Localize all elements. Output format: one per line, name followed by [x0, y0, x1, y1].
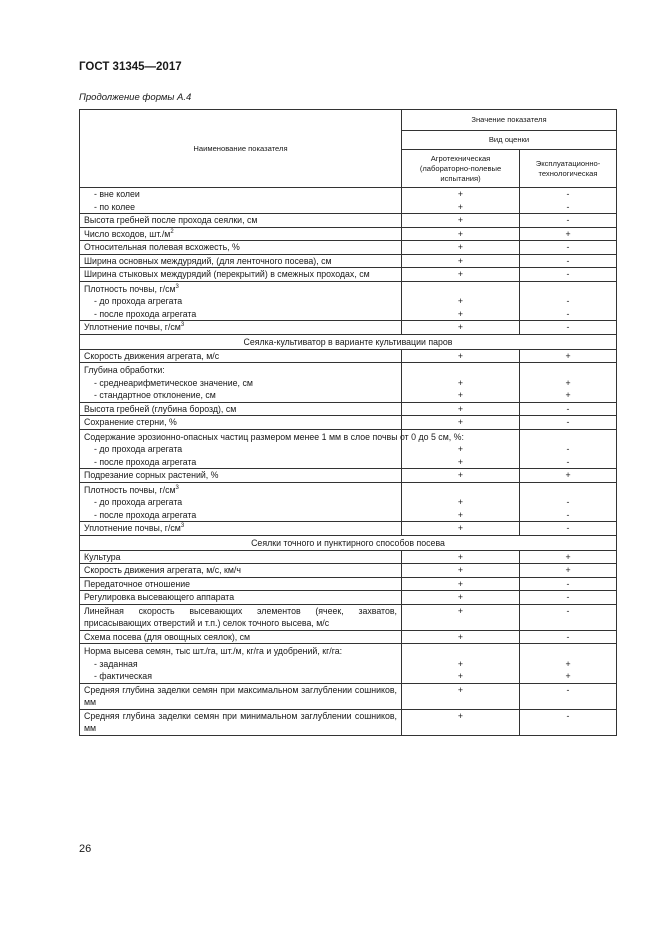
- value-mark: [524, 431, 612, 444]
- agro-value-cell: [402, 363, 520, 403]
- table-row: [80, 241, 617, 255]
- value-mark: [524, 283, 612, 296]
- value-mark: +: [457, 565, 464, 575]
- value-mark: +: [457, 578, 464, 589]
- indicator-text: - до прохода агрегата: [94, 444, 183, 454]
- agro-value-cell: [402, 469, 520, 483]
- agro-value-cell: [402, 550, 520, 564]
- value-mark: +: [457, 390, 464, 400]
- indicator-text: Число всходов, $шт./м^2$: [84, 228, 174, 239]
- value-mark: +: [565, 350, 571, 361]
- expl-value-cell: [520, 214, 617, 228]
- agro-value-cell: [402, 482, 520, 522]
- indicator-text: - до прохода агрегата: [94, 497, 183, 507]
- indicator-name-cell: [80, 254, 402, 268]
- value-mark: +: [457, 551, 464, 562]
- value-mark: +: [457, 189, 464, 199]
- value-mark: -: [566, 189, 570, 199]
- value-mark: [524, 364, 612, 377]
- indicator-text: - по колее: [94, 201, 136, 212]
- value-mark: +: [457, 444, 464, 454]
- value-mark: +: [457, 605, 464, 616]
- agro-value-cell: [402, 281, 520, 321]
- expl-value-cell: [520, 564, 617, 578]
- col-header-expl: Эксплуатационно-технологическая: [520, 150, 617, 188]
- indicator-name-cell: [80, 577, 402, 591]
- expl-value-cell: [520, 683, 617, 709]
- page-number: 26: [79, 843, 92, 855]
- indicator-name-cell: [80, 214, 402, 228]
- agro-value-cell: [402, 709, 520, 735]
- value-mark: +: [457, 377, 464, 388]
- indicator-text: Скорость движения агрегата, м/с: [84, 350, 220, 361]
- indicator-text: Норма высева семян, тыс шт./га, шт./м, кг/га и удобрений, кг/га:: [84, 646, 343, 656]
- table-row: [80, 522, 617, 536]
- value-mark: -: [566, 684, 570, 695]
- indicator-text: Средняя глубина заделки семян при максимальном заглублении сошников, мм: [84, 684, 397, 707]
- indicator-text: Средняя глубина заделки семян при минимальном заглублении сошников, мм: [84, 710, 397, 733]
- expl-value-cell: [520, 254, 617, 268]
- value-mark: -: [566, 242, 570, 252]
- value-mark: [406, 364, 515, 377]
- agro-value-cell: [402, 630, 520, 644]
- value-mark: -: [566, 444, 570, 454]
- value-mark: +: [457, 308, 464, 319]
- table-row: [80, 214, 617, 228]
- indicator-name-cell: [80, 227, 402, 241]
- indicator-name-cell: [80, 604, 402, 630]
- table-row: [80, 683, 617, 709]
- value-mark: [406, 484, 515, 497]
- indicator-text: Регулировка высевающего аппарата: [84, 592, 235, 602]
- value-mark: -: [566, 456, 570, 467]
- table-row: [80, 550, 617, 564]
- value-mark: -: [566, 509, 570, 520]
- value-mark: +: [565, 658, 571, 669]
- indicator-text: Содержание эрозионно-опасных частиц размером менее 1 мм в слое почвы от 0 до 5 см, %:: [84, 431, 464, 442]
- indicator-name-cell: [80, 644, 402, 684]
- expl-value-cell: [520, 591, 617, 605]
- section-label: Сеялка-культиватор в варианте культивации паров: [80, 334, 617, 349]
- table-row: [80, 591, 617, 605]
- indicator-name-cell: [80, 429, 464, 469]
- expl-value-cell: [520, 709, 617, 735]
- value-mark: +: [565, 671, 571, 681]
- expl-value-cell: [520, 268, 617, 282]
- table-row: [80, 564, 617, 578]
- table-row: [80, 644, 617, 684]
- value-mark: -: [566, 523, 570, 533]
- value-mark: [524, 645, 612, 658]
- value-mark: +: [457, 201, 464, 212]
- expl-value-cell: [520, 402, 617, 416]
- value-mark: -: [566, 201, 570, 212]
- expl-value-cell: [520, 241, 617, 255]
- value-mark: -: [566, 403, 570, 414]
- agro-value-cell: [402, 683, 520, 709]
- indicator-text: Плотность почвы, $г/см^3$: [84, 484, 179, 495]
- expl-value-cell: [520, 227, 617, 241]
- unit-superscript: 2: [170, 228, 174, 235]
- indicator-name-cell: [80, 630, 402, 644]
- value-mark: -: [566, 592, 570, 602]
- col-header-name: Наименование показателя: [80, 110, 402, 188]
- agro-value-cell: [402, 241, 520, 255]
- indicator-name-cell: [80, 188, 402, 214]
- table-row: [80, 321, 617, 335]
- table-row: [80, 349, 617, 363]
- expl-value-cell: [520, 644, 617, 684]
- value-mark: +: [565, 377, 571, 388]
- indicator-text: Подрезание сорных растений, %: [84, 470, 219, 480]
- agro-value-cell: [402, 268, 520, 282]
- value-mark: -: [566, 710, 570, 721]
- table-row: [80, 469, 617, 483]
- expl-value-cell: [520, 321, 617, 335]
- indicator-text: Передаточное отношение: [84, 578, 191, 589]
- value-mark: -: [566, 322, 570, 332]
- agro-value-cell: [402, 564, 520, 578]
- value-mark: -: [566, 578, 570, 589]
- value-mark: +: [565, 565, 571, 575]
- col-header-value-group: Значение показателя: [402, 110, 617, 131]
- indicator-text: - вне колеи: [94, 189, 140, 199]
- indicator-text: Культура: [84, 551, 121, 562]
- value-mark: +: [457, 215, 464, 225]
- indicator-text: - после прохода агрегата: [94, 456, 197, 467]
- value-mark: +: [457, 350, 464, 361]
- value-mark: +: [457, 710, 464, 721]
- indicator-text: - фактическая: [94, 671, 152, 681]
- indicator-text: - среднеарифметическое значение, см: [94, 377, 253, 388]
- agro-value-cell: [402, 349, 520, 363]
- unit-superscript: 3: [175, 283, 179, 290]
- indicator-text: Высота гребней (глубина борозд), см: [84, 403, 237, 414]
- indicator-text: Глубина обработки:: [84, 365, 165, 375]
- value-mark: +: [457, 456, 464, 467]
- value-mark: +: [457, 296, 464, 306]
- indicator-text: Линейная скорость высевающих элементов (ячеек, захватов, присасывающих отверстий и т.п.) селок точного высева, м/с: [84, 605, 397, 628]
- table-row: [80, 416, 617, 430]
- value-mark: -: [566, 417, 570, 427]
- table-row: [80, 709, 617, 735]
- indicator-text: - после прохода агрегата: [94, 509, 197, 520]
- value-mark: +: [457, 592, 464, 602]
- value-mark: +: [565, 228, 571, 239]
- value-mark: +: [457, 631, 464, 642]
- table-row: [80, 281, 617, 321]
- value-mark: +: [457, 403, 464, 414]
- table-row: [80, 188, 617, 214]
- col-header-agro: Агротехническая (лабораторно-полевые испытания): [402, 150, 520, 188]
- indicator-text: - заданная: [94, 658, 138, 669]
- value-mark: -: [566, 631, 570, 642]
- agro-value-cell: [402, 644, 520, 684]
- indicator-name-cell: [80, 402, 402, 416]
- indicator-text: Плотность почвы, $г/см^3$: [84, 283, 179, 294]
- expl-value-cell: [520, 482, 617, 522]
- expl-value-cell: [520, 281, 617, 321]
- value-mark: -: [566, 255, 570, 266]
- agro-value-cell: [402, 402, 520, 416]
- indicator-text: Относительная полевая всхожесть, %: [84, 242, 240, 252]
- indicator-text: Схема посева (для овощных сеялок), см: [84, 631, 251, 642]
- indicator-text: - стандартное отклонение, см: [94, 390, 216, 400]
- indicator-table: [79, 109, 617, 736]
- unit-superscript: 3: [180, 322, 185, 329]
- indicator-name-cell: [80, 522, 402, 536]
- indicator-name-cell: [80, 321, 402, 335]
- expl-value-cell: [520, 469, 617, 483]
- form-caption: Продолжение формы А.4: [79, 92, 192, 103]
- value-mark: +: [565, 551, 571, 562]
- value-mark: +: [457, 242, 464, 252]
- table-row: [80, 254, 617, 268]
- expl-value-cell: [520, 349, 617, 363]
- value-mark: -: [566, 605, 570, 616]
- value-mark: +: [457, 470, 464, 480]
- section-label: Сеялки точного и пунктирного способов посева: [80, 535, 617, 550]
- value-mark: +: [457, 497, 464, 507]
- expl-value-cell: [520, 188, 617, 214]
- indicator-text: Скорость движения агрегата, м/с, км/ч: [84, 565, 241, 575]
- expl-value-cell: [520, 522, 617, 536]
- unit-superscript: 3: [180, 523, 185, 530]
- agro-value-cell: [402, 214, 520, 228]
- indicator-text: Высота гребней после прохода сеялки, см: [84, 215, 258, 225]
- table-row: [80, 604, 617, 630]
- col-header-type-group: Вид оценки: [402, 131, 617, 150]
- value-mark: +: [565, 390, 571, 400]
- expl-value-cell: [520, 429, 617, 469]
- expl-value-cell: [520, 577, 617, 591]
- agro-value-cell: [402, 591, 520, 605]
- indicator-text: Уплотнение почвы, $г/см^3$: [84, 523, 185, 533]
- value-mark: +: [457, 255, 464, 266]
- value-mark: +: [565, 470, 571, 480]
- value-mark: +: [457, 684, 464, 695]
- value-mark: +: [457, 523, 464, 533]
- indicator-text: Ширина стыковых междурядий (перекрытий) в смежных проходах, см: [84, 269, 370, 279]
- table-row: [80, 402, 617, 416]
- table-row: [80, 429, 617, 469]
- value-mark: [406, 283, 515, 296]
- indicator-text: Ширина основных междурядий, (для ленточного посева), см: [84, 255, 332, 266]
- agro-value-cell: [402, 604, 520, 630]
- value-mark: +: [457, 509, 464, 520]
- value-mark: -: [566, 296, 570, 306]
- indicator-text: - после прохода агрегата: [94, 308, 197, 319]
- indicator-name-cell: [80, 709, 402, 735]
- value-mark: -: [566, 269, 570, 279]
- indicator-name-cell: [80, 363, 402, 403]
- value-mark: +: [457, 322, 464, 332]
- agro-value-cell: [402, 522, 520, 536]
- value-mark: +: [457, 658, 464, 669]
- expl-value-cell: [520, 630, 617, 644]
- section-row: [80, 535, 617, 550]
- value-mark: +: [457, 417, 464, 427]
- indicator-text: Уплотнение почвы, $г/см^3$: [84, 322, 185, 332]
- indicator-name-cell: [80, 268, 402, 282]
- document-code: ГОСТ 31345—2017: [79, 61, 182, 73]
- indicator-name-cell: [80, 281, 402, 321]
- value-mark: [406, 645, 515, 658]
- indicator-name-cell: [80, 683, 402, 709]
- agro-value-cell: [402, 227, 520, 241]
- expl-value-cell: [520, 416, 617, 430]
- indicator-name-cell: [80, 550, 402, 564]
- expl-value-cell: [520, 363, 617, 403]
- agro-value-cell: [402, 577, 520, 591]
- value-mark: +: [457, 671, 464, 681]
- indicator-name-cell: [80, 591, 402, 605]
- indicator-name-cell: [80, 482, 402, 522]
- table-row: [80, 363, 617, 403]
- expl-value-cell: [520, 550, 617, 564]
- indicator-name-cell: [80, 416, 402, 430]
- agro-value-cell: [402, 188, 520, 214]
- table-row: [80, 268, 617, 282]
- table-row: [80, 227, 617, 241]
- table-row: [80, 577, 617, 591]
- indicator-name-cell: [80, 349, 402, 363]
- agro-value-cell: [402, 321, 520, 335]
- agro-value-cell: [402, 254, 520, 268]
- indicator-text: - до прохода агрегата: [94, 296, 183, 306]
- section-row: [80, 334, 617, 349]
- value-mark: +: [457, 269, 464, 279]
- table-row: [80, 630, 617, 644]
- table-row: [80, 482, 617, 522]
- agro-value-cell: [402, 416, 520, 430]
- value-mark: [524, 484, 612, 497]
- value-mark: -: [566, 308, 570, 319]
- expl-value-cell: [520, 604, 617, 630]
- value-mark: -: [566, 215, 570, 225]
- indicator-name-cell: [80, 469, 402, 483]
- value-mark: -: [566, 497, 570, 507]
- value-mark: +: [457, 228, 464, 239]
- indicator-name-cell: [80, 564, 402, 578]
- indicator-name-cell: [80, 241, 402, 255]
- unit-superscript: 3: [175, 484, 179, 491]
- indicator-text: Сохранение стерни, %: [84, 417, 177, 427]
